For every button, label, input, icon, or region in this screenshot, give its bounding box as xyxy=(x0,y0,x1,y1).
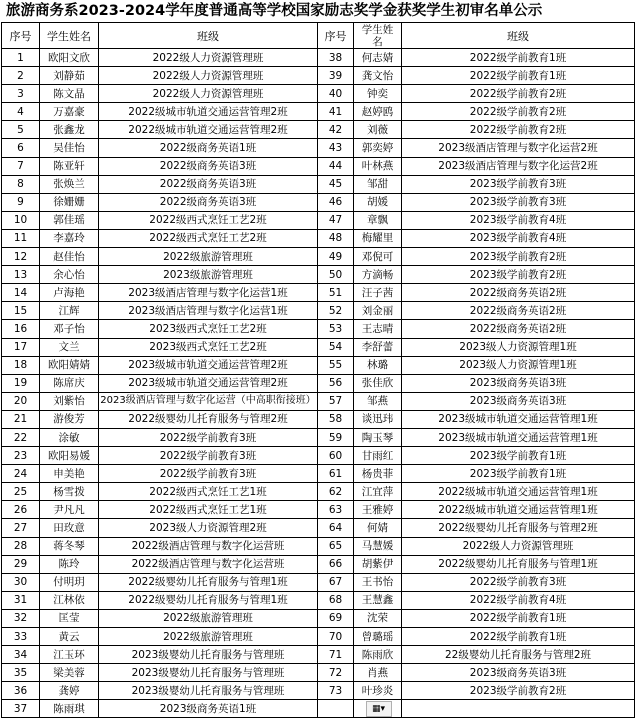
table-row xyxy=(2,248,635,266)
cell-name-2: 王雅婷 xyxy=(354,501,402,519)
cell-seq: 22 xyxy=(2,428,40,446)
cell-class: 2022级旅游管理班 xyxy=(99,628,318,646)
table-row xyxy=(2,139,635,157)
header-name: 学生姓名 xyxy=(40,23,99,49)
cell-name-2: 杨贵菲 xyxy=(354,465,402,483)
cell-class: 2023级婴幼儿托育服务与管理班 xyxy=(99,646,318,664)
cell-class-2: 22级婴幼儿托育服务与管理2班 xyxy=(402,646,635,664)
cell-name: 蒋冬琴 xyxy=(40,537,99,555)
cell-seq: 5 xyxy=(2,121,40,139)
cell-class: 2022级酒店管理与数字化运营班 xyxy=(99,537,318,555)
header-seq: 序号 xyxy=(2,23,40,49)
table-row xyxy=(2,103,635,121)
cell-class: 2022级旅游管理班 xyxy=(99,609,318,627)
cell-name: 张鑫龙 xyxy=(40,121,99,139)
table-row xyxy=(2,573,635,591)
cell-class-2: 2022级学前教育1班 xyxy=(402,609,635,627)
cell-name-2: 龚文怡 xyxy=(354,67,402,85)
table-row xyxy=(2,121,635,139)
cell-seq-2: 73 xyxy=(318,682,354,700)
cell-class-2: 2022级人力资源管理班 xyxy=(402,537,635,555)
cell-seq: 24 xyxy=(2,465,40,483)
table-row xyxy=(2,284,635,302)
cell-name: 刘静茹 xyxy=(40,67,99,85)
cell-seq: 36 xyxy=(2,682,40,700)
cell-class-2: 2022级城市轨道交通运营管理1班 xyxy=(402,501,635,519)
table-filter-button[interactable] xyxy=(366,701,392,717)
cell-name: 江林依 xyxy=(40,591,99,609)
cell-name-2: 邹甜 xyxy=(354,175,402,193)
cell-seq-2: 53 xyxy=(318,320,354,338)
cell-name-2: 沈荣 xyxy=(354,609,402,627)
cell-class: 2022级旅游管理班 xyxy=(99,248,318,266)
cell-name: 申美艳 xyxy=(40,465,99,483)
cell-class: 2023级西式烹饪工艺2班 xyxy=(99,320,318,338)
cell-name-2: 马慧媛 xyxy=(354,537,402,555)
table-row xyxy=(2,609,635,627)
table-row xyxy=(2,302,635,320)
cell-name-2: 王慧鑫 xyxy=(354,591,402,609)
table-row xyxy=(2,49,635,67)
cell-class: 2022级西式烹饪工艺1班 xyxy=(99,501,318,519)
cell-name: 徐姗姗 xyxy=(40,193,99,211)
cell-seq-2: 57 xyxy=(318,392,354,410)
cell-class: 2022级西式烹饪工艺1班 xyxy=(99,483,318,501)
table-row xyxy=(2,555,635,573)
header-seq-2: 序号 xyxy=(318,23,354,49)
cell-class-2: 2022级学前教育4班 xyxy=(402,591,635,609)
cell-name-2: 江宜萍 xyxy=(354,483,402,501)
cell-class: 2022级学前教育3班 xyxy=(99,447,318,465)
cell-class-2: 2022级商务英语2班 xyxy=(402,284,635,302)
cell-seq: 9 xyxy=(2,193,40,211)
cell-seq: 20 xyxy=(2,392,40,410)
cell-name-2: 方滴畅 xyxy=(354,266,402,284)
table-row xyxy=(2,392,635,410)
cell-name: 文兰 xyxy=(40,338,99,356)
cell-seq: 17 xyxy=(2,338,40,356)
cell-class: 2022级商务英语3班 xyxy=(99,193,318,211)
cell-seq-2: 45 xyxy=(318,175,354,193)
cell-name-2: 汪子茜 xyxy=(354,284,402,302)
cell-seq-2: 50 xyxy=(318,266,354,284)
cell-seq-2: 63 xyxy=(318,501,354,519)
table-row xyxy=(2,338,635,356)
cell-name: 梁美蓉 xyxy=(40,664,99,682)
cell-seq: 2 xyxy=(2,67,40,85)
cell-name: 陈雨琪 xyxy=(40,700,99,718)
table-row xyxy=(2,266,635,284)
cell-name: 郭佳瑶 xyxy=(40,211,99,229)
cell-class-2: 2023级城市轨道交通运营管理1班 xyxy=(402,410,635,428)
cell-name: 尹凡凡 xyxy=(40,501,99,519)
cell-name: 江玉环 xyxy=(40,646,99,664)
cell-class: 2023级婴幼儿托育服务与管理班 xyxy=(99,682,318,700)
cell-seq: 35 xyxy=(2,664,40,682)
cell-class: 2023级西式烹饪工艺2班 xyxy=(99,338,318,356)
cell-name-2: 何婧 xyxy=(354,519,402,537)
cell-seq-2: 72 xyxy=(318,664,354,682)
cell-class: 2022级西式烹饪工艺2班 xyxy=(99,229,318,247)
cell-seq: 28 xyxy=(2,537,40,555)
cell-name-2: 李舒蕾 xyxy=(354,338,402,356)
cell-seq: 37 xyxy=(2,700,40,718)
cell-name-2: 曾璐瑶 xyxy=(354,628,402,646)
cell-seq: 33 xyxy=(2,628,40,646)
cell-seq-2: 58 xyxy=(318,410,354,428)
cell-class: 2022级城市轨道交通运营管理2班 xyxy=(99,103,318,121)
cell-seq-2: 42 xyxy=(318,121,354,139)
cell-seq: 34 xyxy=(2,646,40,664)
cell-name: 万嘉豪 xyxy=(40,103,99,121)
cell-name: 龚婷 xyxy=(40,682,99,700)
cell-class: 2022级商务英语3班 xyxy=(99,157,318,175)
cell-class: 2022级人力资源管理班 xyxy=(99,49,318,67)
table-row xyxy=(2,519,635,537)
table-row xyxy=(2,67,635,85)
table-row xyxy=(2,410,635,428)
cell-seq-2: 70 xyxy=(318,628,354,646)
cell-seq: 27 xyxy=(2,519,40,537)
cell-name: 余心怡 xyxy=(40,266,99,284)
cell-name-2: 叶珍炎 xyxy=(354,682,402,700)
table-row xyxy=(2,591,635,609)
cell-seq-2: 59 xyxy=(318,428,354,446)
cell-class-2: 2022级婴幼儿托育服务与管理1班 xyxy=(402,555,635,573)
table-row xyxy=(2,501,635,519)
cell-class-2: 2023级学前教育4班 xyxy=(402,211,635,229)
cell-class: 2022级人力资源管理班 xyxy=(99,67,318,85)
header-class-2: 班级 xyxy=(402,23,635,49)
cell-name-2: 胡媛 xyxy=(354,193,402,211)
cell-class: 2023级城市轨道交通运营管理2班 xyxy=(99,356,318,374)
cell-name: 杨雪拨 xyxy=(40,483,99,501)
cell-name: 陈席庆 xyxy=(40,374,99,392)
cell-class-2: 2023级学前教育1班 xyxy=(402,465,635,483)
cell-name: 欧阳文欣 xyxy=(40,49,99,67)
cell-class-2: 2022级学前教育1班 xyxy=(402,49,635,67)
cell-class: 2023级旅游管理班 xyxy=(99,266,318,284)
cell-seq: 1 xyxy=(2,49,40,67)
cell-seq-2: 55 xyxy=(318,356,354,374)
cell-class: 2022级西式烹饪工艺2班 xyxy=(99,211,318,229)
cell-class-2: 2023级学前教育2班 xyxy=(402,248,635,266)
cell-class: 2022级城市轨道交通运营管理2班 xyxy=(99,121,318,139)
cell-class-2: 2023级人力资源管理1班 xyxy=(402,338,635,356)
cell-class: 2022级人力资源管理班 xyxy=(99,85,318,103)
cell-seq-2: 65 xyxy=(318,537,354,555)
cell-class: 2022级学前教育3班 xyxy=(99,428,318,446)
cell-class-2: 2022级商务英语2班 xyxy=(402,320,635,338)
cell-name-2: 肖燕 xyxy=(354,664,402,682)
table-row xyxy=(2,193,635,211)
cell-class-2: 2023级酒店管理与数字化运营2班 xyxy=(402,139,635,157)
cell-seq: 6 xyxy=(2,139,40,157)
cell-class-2: 2023级商务英语3班 xyxy=(402,664,635,682)
cell-name-2: 陈雨欣 xyxy=(354,646,402,664)
cell-seq: 8 xyxy=(2,175,40,193)
cell-seq-2: 64 xyxy=(318,519,354,537)
cell-class-2: 2023级商务英语3班 xyxy=(402,392,635,410)
cell-name: 付明玥 xyxy=(40,573,99,591)
cell-name: 欧阳婧婧 xyxy=(40,356,99,374)
cell-class-2: 2022级学前教育2班 xyxy=(402,103,635,121)
cell-class-2: 2022级商务英语2班 xyxy=(402,302,635,320)
cell-name-2: 郭奕婷 xyxy=(354,139,402,157)
header-class: 班级 xyxy=(99,23,318,49)
cell-name: 张焕兰 xyxy=(40,175,99,193)
cell-name-2: 甘雨红 xyxy=(354,447,402,465)
cell-seq: 13 xyxy=(2,266,40,284)
cell-class: 2023级城市轨道交通运营管理2班 xyxy=(99,374,318,392)
cell-name: 匡莹 xyxy=(40,609,99,627)
cell-seq-2: 43 xyxy=(318,139,354,157)
cell-name-2: 邓倪可 xyxy=(354,248,402,266)
cell-name-2: 谈迅玮 xyxy=(354,410,402,428)
table-row xyxy=(2,483,635,501)
cell-seq-2: 69 xyxy=(318,609,354,627)
cell-name: 黄云 xyxy=(40,628,99,646)
cell-name: 江辉 xyxy=(40,302,99,320)
table-row xyxy=(2,664,635,682)
header-name-2: 学生姓 名 xyxy=(354,23,402,49)
cell-class: 2023级酒店管理与数字化运营（中高职衔接班） xyxy=(99,392,318,410)
cell-seq-2: 66 xyxy=(318,555,354,573)
cell-seq-2: 49 xyxy=(318,248,354,266)
cell-name: 陈玲 xyxy=(40,555,99,573)
cell-name: 邓子怡 xyxy=(40,320,99,338)
table-row xyxy=(2,465,635,483)
cell-seq: 23 xyxy=(2,447,40,465)
table-row xyxy=(2,157,635,175)
cell-name-2: 林璐 xyxy=(354,356,402,374)
cell-seq: 18 xyxy=(2,356,40,374)
cell-name-2: 章飘 xyxy=(354,211,402,229)
cell-seq: 30 xyxy=(2,573,40,591)
cell-class: 2022级婴幼儿托育服务与管理2班 xyxy=(99,410,318,428)
cell-seq: 25 xyxy=(2,483,40,501)
table-filter-icon: ▦▾ xyxy=(371,703,386,714)
cell-name: 欧阳易媛 xyxy=(40,447,99,465)
cell-seq-2: 68 xyxy=(318,591,354,609)
table-row xyxy=(2,175,635,193)
cell-seq: 21 xyxy=(2,410,40,428)
cell-seq-2: 52 xyxy=(318,302,354,320)
cell-seq: 16 xyxy=(2,320,40,338)
cell-name: 卢海艳 xyxy=(40,284,99,302)
cell-class-2: 2023级学前教育3班 xyxy=(402,193,635,211)
cell-name-2: 钟奕 xyxy=(354,85,402,103)
cell-class: 2023级酒店管理与数字化运营1班 xyxy=(99,302,318,320)
cell-class-2: 2022级学前教育2班 xyxy=(402,121,635,139)
table-row xyxy=(2,356,635,374)
cell-name: 陈文晶 xyxy=(40,85,99,103)
cell-class-2: 2023级城市轨道交通运营管理1班 xyxy=(402,428,635,446)
cell-seq-2: 38 xyxy=(318,49,354,67)
cell-seq-2: 51 xyxy=(318,284,354,302)
cell-class-2: 2022级学前教育2班 xyxy=(402,85,635,103)
cell-class-2: 2023级商务英语3班 xyxy=(402,374,635,392)
cell-seq-2: 47 xyxy=(318,211,354,229)
cell-seq: 3 xyxy=(2,85,40,103)
table-row xyxy=(2,628,635,646)
cell-seq: 26 xyxy=(2,501,40,519)
cell-class: 2022级酒店管理与数字化运营班 xyxy=(99,555,318,573)
cell-class-2: 2022级学前教育3班 xyxy=(402,573,635,591)
cell-seq: 10 xyxy=(2,211,40,229)
cell-seq-2: 60 xyxy=(318,447,354,465)
cell-class-2: 2023级酒店管理与数字化运营2班 xyxy=(402,157,635,175)
cell-class-2: 2023级人力资源管理1班 xyxy=(402,356,635,374)
cell-class: 2023级商务英语1班 xyxy=(99,700,318,718)
cell-seq-2: 61 xyxy=(318,465,354,483)
cell-seq: 14 xyxy=(2,284,40,302)
cell-name-2: 王书怡 xyxy=(354,573,402,591)
cell-name: 陈亚轩 xyxy=(40,157,99,175)
cell-class-2: 2023级学前教育2班 xyxy=(402,682,635,700)
cell-class-2: 2023级学前教育2班 xyxy=(402,266,635,284)
cell-class: 2022级婴幼儿托育服务与管理1班 xyxy=(99,591,318,609)
cell-name-2: 王志晴 xyxy=(354,320,402,338)
table-row xyxy=(2,682,635,700)
cell-name-2: 邹燕 xyxy=(354,392,402,410)
cell-class-2: 2022级学前教育1班 xyxy=(402,628,635,646)
cell-seq: 19 xyxy=(2,374,40,392)
cell-name: 游俊芳 xyxy=(40,410,99,428)
cell-class-2: 2023级学前教育1班 xyxy=(402,447,635,465)
cell-seq: 12 xyxy=(2,248,40,266)
cell-name: 涂敏 xyxy=(40,428,99,446)
cell-seq-2: 67 xyxy=(318,573,354,591)
cell-name: 刘紫怡 xyxy=(40,392,99,410)
cell-class: 2022级学前教育3班 xyxy=(99,465,318,483)
cell-seq: 32 xyxy=(2,609,40,627)
cell-seq: 7 xyxy=(2,157,40,175)
cell-class-2: 2022级婴幼儿托育服务与管理2班 xyxy=(402,519,635,537)
cell-name-2: 张佳欣 xyxy=(354,374,402,392)
cell-class: 2023级酒店管理与数字化运营1班 xyxy=(99,284,318,302)
cell-name-2: 何志婧 xyxy=(354,49,402,67)
award-list-table xyxy=(1,22,635,718)
cell-name-2: 陶玉琴 xyxy=(354,428,402,446)
cell-seq: 31 xyxy=(2,591,40,609)
page-title: 旅游商务系2023-2024学年度普通高等学校国家励志奖学金获奖学生初审名单公示 xyxy=(6,3,543,19)
cell-seq-2: 71 xyxy=(318,646,354,664)
cell-name-2: 叶林燕 xyxy=(354,157,402,175)
cell-seq-2: 41 xyxy=(318,103,354,121)
cell-seq-2: 44 xyxy=(318,157,354,175)
cell-seq-2: 46 xyxy=(318,193,354,211)
cell-name: 赵佳怡 xyxy=(40,248,99,266)
table-row xyxy=(2,447,635,465)
table-row xyxy=(2,229,635,247)
cell-seq: 15 xyxy=(2,302,40,320)
cell-seq: 29 xyxy=(2,555,40,573)
cell-name: 田玫意 xyxy=(40,519,99,537)
table-row xyxy=(2,537,635,555)
cell-seq-2: 62 xyxy=(318,483,354,501)
cell-name: 李嘉玲 xyxy=(40,229,99,247)
cell-class: 2022级商务英语3班 xyxy=(99,175,318,193)
cell-class-2: 2023级学前教育4班 xyxy=(402,229,635,247)
table-row xyxy=(2,85,635,103)
cell-seq-2: 56 xyxy=(318,374,354,392)
cell-seq-2: 39 xyxy=(318,67,354,85)
cell-class: 2022级商务英语1班 xyxy=(99,139,318,157)
cell-name-2: 赵婷鸥 xyxy=(354,103,402,121)
cell-seq-2: 54 xyxy=(318,338,354,356)
table-row xyxy=(2,320,635,338)
table-row xyxy=(2,646,635,664)
cell-seq: 4 xyxy=(2,103,40,121)
table-header-row xyxy=(2,23,635,49)
cell-class-2: 2022级学前教育1班 xyxy=(402,67,635,85)
cell-name-2: 刘薇 xyxy=(354,121,402,139)
table-row xyxy=(2,428,635,446)
cell-seq: 11 xyxy=(2,229,40,247)
cell-name-2: 刘金丽 xyxy=(354,302,402,320)
cell-name: 吴佳怡 xyxy=(40,139,99,157)
table-row xyxy=(2,374,635,392)
cell-name-2: 梅耀里 xyxy=(354,229,402,247)
cell-seq-2: 40 xyxy=(318,85,354,103)
cell-class: 2022级婴幼儿托育服务与管理1班 xyxy=(99,573,318,591)
cell-class: 2023级人力资源管理2班 xyxy=(99,519,318,537)
cell-seq-2: 48 xyxy=(318,229,354,247)
cell-class: 2023级婴幼儿托育服务与管理班 xyxy=(99,664,318,682)
cell-class-2: 2022级城市轨道交通运营管理1班 xyxy=(402,483,635,501)
cell-class-2: 2023级学前教育3班 xyxy=(402,175,635,193)
table-row xyxy=(2,211,635,229)
cell-name-2: 胡紫伊 xyxy=(354,555,402,573)
